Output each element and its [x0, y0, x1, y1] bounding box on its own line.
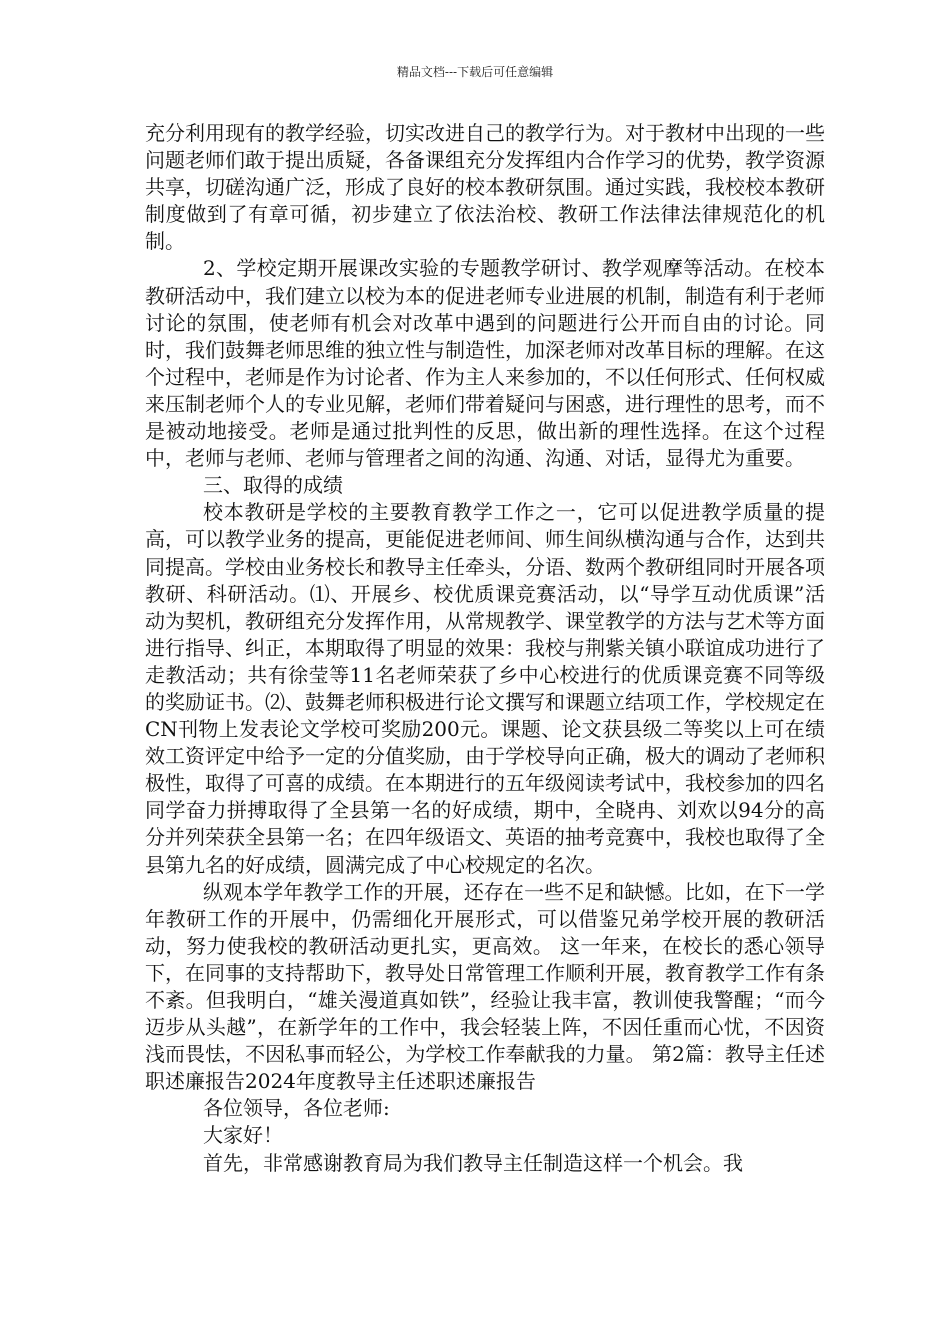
page-header: 精品文档---下载后可任意编辑 — [396, 65, 554, 79]
paragraph-summary: 纵观本学年教学工作的开展，还存在一些不足和缺憾。比如，在下一学年教研工作的开展中，仍需细化开展形式，可以借鉴兄弟学校开展的教研活动，努力使我校的教研活动更扎实，更高效。 这一年来，在校长的悉心领导下，在同事的支持帮助下，教导处日常管理工作顺利开展，教育教学工作有条不紊。但我明白，“雄关漫道真如铁”，经验让我丰富，教训使我警醒；“而今迈步从头越”，在新学年的工作中，我会轻装上阵，不因任重而心忧，不因资浅而畏怯，不因私事而轻公，为学校工作奉献我的力量。 第2篇：教导主任述职述廉报告2024年度教导主任述职述廉报告 — [145, 879, 825, 1094]
section-heading-achievements: 三、取得的成绩 — [203, 473, 343, 498]
paragraph-continuation: 充分利用现有的教学经验，切实改进自己的教学行为。对于教材中出现的一些问题老师们敢于提出质疑，各备课组充分发挥组内合作学习的优势，教学资源共享，切磋沟通广泛，形成了良好的校本教研氛围。通过实践，我校校本教研制度做到了有章可循，初步建立了依法治校、教研工作法律法律规范化的机制。 — [145, 121, 825, 254]
paragraph-teaching-research-activities: 2、学校定期开展课改实验的专题教学研讨、教学观摩等活动。在校本教研活动中，我们建立以校为本的促进老师专业进展的机制，制造有利于老师讨论的氛围，使老师有机会对改革中遇到的问题进行公开而自由的讨论。同时，我们鼓舞老师思维的独立性与制造性，加深老师对改革目标的理解。在这个过程中，老师是作为讨论者、作为主人来参加的，不以任何形式、任何权威来压制老师个人的专业见解，老师们带着疑问与困惑，进行理性的思考，而不是被动地接受。老师是通过批判性的反思，做出新的理性选择。在这个过程中，老师与老师、老师与管理者之间的沟通、沟通、对话，显得尤为重要。 — [145, 256, 825, 471]
document-body — [145, 120, 825, 1177]
paragraph-achievements: 校本教研是学校的主要教育教学工作之一，它可以促进教学质量的提高，可以教学业务的提高，更能促进老师间、师生间纵横沟通与合作，达到共同提高。学校由业务校长和教导主任牵头，分语、数两个教研组同时开展各项教研、科研活动。⑴、开展乡、校优质课竞赛活动，以“导学互动优质课”活动为契机，教研组充分发挥作用，从常规教学、课堂教学的方法与艺术等方面进行指导、纠正，本期取得了明显的效果：我校与荆紫关镇小联谊成功进行了走教活动；共有徐莹等11名老师荣获了乡中心校进行的优质课竞赛不同等级的奖励证书。⑵、鼓舞老师积极进行论文撰写和课题立结项工作，学校规定在CN刊物上发表论文学校可奖励200元。课题、论文获县级二等奖以上可在绩效工资评定中给予一定的分值奖励，由于学校导向正确，极大的调动了老师积极性，取得了可喜的成绩。在本期进行的五年级阅读考试中，我校参加的四名同学奋力拼搏取得了全县第一名的好成绩，期中，全晓冉、刘欢以94分的高分并列荣获全县第一名；在四年级语文、英语的抽考竞赛中，我校也取得了全县第九名的好成绩，圆满完成了中心校规定的名次。 — [145, 500, 825, 877]
paragraph-salutation: 各位领导，各位老师: — [203, 1096, 390, 1121]
paragraph-greeting: 大家好！ — [203, 1123, 283, 1148]
paragraph-opening: 首先，非常感谢教育局为我们教导主任制造这样一个机会。我 — [203, 1150, 743, 1175]
